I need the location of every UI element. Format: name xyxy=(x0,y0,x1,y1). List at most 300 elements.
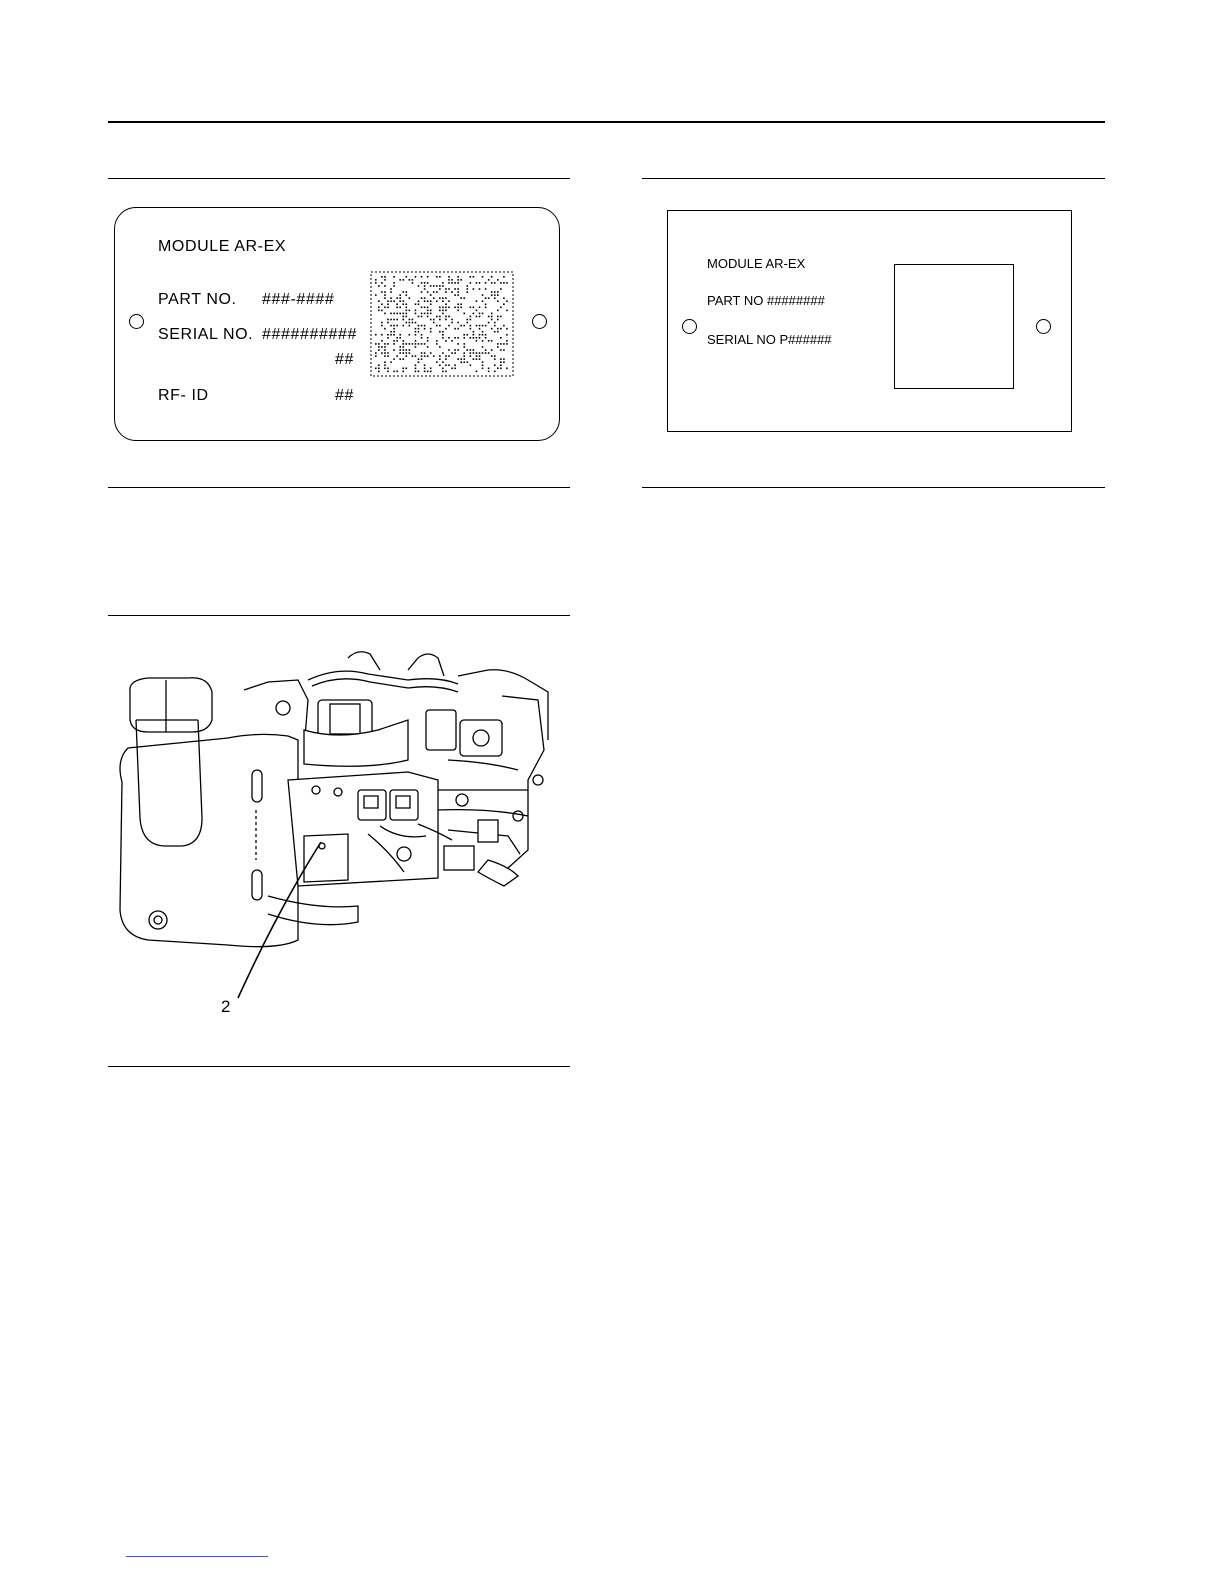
data-matrix-dot xyxy=(427,300,429,302)
data-matrix-dot xyxy=(384,285,386,287)
data-matrix-dot xyxy=(482,361,484,363)
data-matrix-dot xyxy=(476,340,478,342)
data-matrix-dot xyxy=(406,310,408,312)
data-matrix-dot xyxy=(384,352,386,354)
data-matrix-dot xyxy=(430,371,432,373)
data-matrix-dot xyxy=(494,291,496,293)
data-matrix-dot xyxy=(421,313,423,315)
data-matrix-dot xyxy=(476,355,478,357)
data-matrix-dot xyxy=(402,343,404,345)
data-matrix-dot xyxy=(387,303,389,305)
data-matrix-dot xyxy=(470,325,472,327)
data-matrix-dot xyxy=(415,303,417,305)
data-matrix-dot xyxy=(430,303,432,305)
data-matrix-dot xyxy=(427,276,429,278)
data-matrix-dot xyxy=(424,307,426,309)
data-matrix-dot xyxy=(421,343,423,345)
data-matrix-dot xyxy=(418,316,420,318)
data-matrix-dot xyxy=(384,328,386,330)
data-matrix-dot xyxy=(463,297,465,299)
data-matrix-dot xyxy=(378,307,380,309)
data-matrix-dot xyxy=(470,355,472,357)
data-matrix-dot xyxy=(476,337,478,339)
figure-2-top-rule xyxy=(642,178,1105,179)
data-matrix-dot xyxy=(445,316,447,318)
data-matrix-dot xyxy=(424,325,426,327)
data-matrix-dot xyxy=(442,313,444,315)
data-matrix-dot xyxy=(433,319,435,321)
data-matrix-dot xyxy=(409,279,411,281)
data-matrix-dot xyxy=(409,322,411,324)
footer-link-underline[interactable] xyxy=(126,1556,268,1557)
data-matrix-dot xyxy=(415,371,417,373)
data-matrix-dot xyxy=(442,371,444,373)
data-matrix-dot xyxy=(433,285,435,287)
data-matrix-dot xyxy=(448,307,450,309)
data-matrix-dot xyxy=(409,334,411,336)
data-matrix-dot xyxy=(387,352,389,354)
data-matrix-dot xyxy=(381,334,383,336)
data-matrix-dot xyxy=(402,325,404,327)
data-matrix-dot xyxy=(467,285,469,287)
data-matrix-dot xyxy=(384,346,386,348)
mounting-hole-right xyxy=(532,314,547,329)
data-matrix-dot xyxy=(399,300,401,302)
data-matrix-dot xyxy=(470,328,472,330)
data-matrix-dot xyxy=(488,279,490,281)
data-matrix-dot xyxy=(494,294,496,296)
data-matrix-dot xyxy=(439,346,441,348)
data-matrix-dot xyxy=(494,358,496,360)
data-matrix-dot xyxy=(384,307,386,309)
part-number-value: ###-#### xyxy=(262,291,335,308)
data-matrix-dot xyxy=(384,294,386,296)
data-matrix-dot xyxy=(503,361,505,363)
data-matrix-dot xyxy=(497,279,499,281)
data-matrix-dot xyxy=(421,337,423,339)
data-matrix-dot xyxy=(448,364,450,366)
data-matrix-dot xyxy=(482,325,484,327)
data-matrix-dot xyxy=(415,343,417,345)
data-matrix-dot xyxy=(433,355,435,357)
data-matrix-dot xyxy=(460,303,462,305)
data-matrix-dot xyxy=(494,322,496,324)
data-matrix-dot xyxy=(393,300,395,302)
data-matrix-dot xyxy=(402,346,404,348)
data-matrix-dot xyxy=(445,340,447,342)
data-matrix-dot xyxy=(427,371,429,373)
data-matrix-dot xyxy=(491,282,493,284)
data-matrix-dot xyxy=(439,285,441,287)
data-matrix-dot xyxy=(390,331,392,333)
data-matrix-dot xyxy=(470,276,472,278)
data-matrix-dot xyxy=(381,282,383,284)
data-matrix-dot xyxy=(412,319,414,321)
data-matrix-dot xyxy=(454,288,456,290)
data-matrix-dot xyxy=(375,279,377,281)
data-matrix-dot xyxy=(396,303,398,305)
data-matrix-dot xyxy=(497,368,499,370)
data-matrix-dot xyxy=(439,355,441,357)
data-matrix-dot xyxy=(406,307,408,309)
data-matrix-dot xyxy=(494,371,496,373)
data-matrix-dot xyxy=(402,340,404,342)
data-matrix-dot xyxy=(406,343,408,345)
data-matrix-dot xyxy=(415,340,417,342)
data-matrix-dot xyxy=(402,313,404,315)
data-matrix-dot xyxy=(500,337,502,339)
data-matrix-dot xyxy=(485,334,487,336)
data-matrix-dot xyxy=(396,340,398,342)
data-matrix-dot xyxy=(393,331,395,333)
data-matrix-dot xyxy=(399,346,401,348)
data-matrix-dot xyxy=(442,337,444,339)
data-matrix-dot xyxy=(396,371,398,373)
data-matrix-dot xyxy=(387,337,389,339)
data-matrix-dot xyxy=(415,355,417,357)
data-matrix-dot xyxy=(463,352,465,354)
data-matrix-dot xyxy=(448,288,450,290)
data-matrix-dot xyxy=(451,319,453,321)
data-matrix-dot xyxy=(378,349,380,351)
data-matrix-dot xyxy=(436,276,438,278)
data-matrix-dot xyxy=(384,355,386,357)
data-matrix-dot xyxy=(393,328,395,330)
data-matrix-dot xyxy=(427,282,429,284)
data-matrix-dot xyxy=(470,282,472,284)
data-matrix-dot xyxy=(387,355,389,357)
data-matrix-dot xyxy=(485,352,487,354)
data-matrix-dot xyxy=(457,358,459,360)
data-matrix-dot xyxy=(485,337,487,339)
data-matrix-dot xyxy=(421,282,423,284)
data-matrix-dot xyxy=(439,325,441,327)
data-matrix-dot xyxy=(460,361,462,363)
data-matrix-dot xyxy=(448,325,450,327)
figure-1-bottom-rule xyxy=(108,487,570,488)
data-matrix-dot xyxy=(418,325,420,327)
data-matrix-dot xyxy=(482,340,484,342)
data-matrix-dot xyxy=(439,364,441,366)
data-matrix-dot xyxy=(491,316,493,318)
data-matrix-dot xyxy=(500,364,502,366)
data-matrix-dot xyxy=(424,300,426,302)
data-matrix-dot xyxy=(479,355,481,357)
data-matrix-dot xyxy=(415,346,417,348)
data-matrix-dot xyxy=(402,319,404,321)
data-matrix-dot xyxy=(430,331,432,333)
data-matrix-dot xyxy=(418,303,420,305)
data-matrix-dot xyxy=(393,276,395,278)
data-matrix-dot xyxy=(430,328,432,330)
data-matrix-dot xyxy=(470,349,472,351)
data-matrix-dot xyxy=(387,307,389,309)
data-matrix-dot xyxy=(424,313,426,315)
data-matrix-dot xyxy=(497,310,499,312)
data-matrix-dot xyxy=(418,285,420,287)
data-matrix-dot xyxy=(399,337,401,339)
data-matrix-dot xyxy=(390,361,392,363)
data-matrix-dot xyxy=(445,307,447,309)
data-matrix-dot xyxy=(384,291,386,293)
data-matrix-dot xyxy=(448,349,450,351)
data-matrix-dot xyxy=(384,361,386,363)
figure-1-top-rule xyxy=(108,178,570,179)
data-matrix-dot xyxy=(445,358,447,360)
data-matrix-dot xyxy=(506,328,508,330)
data-matrix-dot xyxy=(424,371,426,373)
data-matrix-dot xyxy=(476,325,478,327)
data-matrix-dot xyxy=(418,343,420,345)
data-matrix-dot xyxy=(485,297,487,299)
data-matrix-dot xyxy=(445,310,447,312)
part-number-label: PART NO. xyxy=(158,291,237,308)
data-matrix-dot xyxy=(424,355,426,357)
data-matrix-dot xyxy=(503,276,505,278)
plate-title: MODULE AR-EX xyxy=(707,256,806,271)
data-matrix-dot xyxy=(436,361,438,363)
data-matrix-dot xyxy=(451,368,453,370)
mounting-hole-left xyxy=(682,319,697,334)
data-matrix-dot xyxy=(402,358,404,360)
serial-number-suffix: ## xyxy=(335,351,354,368)
data-matrix-dot xyxy=(421,352,423,354)
data-matrix-dot xyxy=(491,328,493,330)
mounting-hole-left xyxy=(129,314,144,329)
data-matrix-dot xyxy=(424,285,426,287)
data-matrix-dot xyxy=(445,364,447,366)
data-matrix-dot xyxy=(500,349,502,351)
data-matrix-dot xyxy=(503,282,505,284)
data-matrix-dot xyxy=(451,282,453,284)
data-matrix-dot xyxy=(476,352,478,354)
callout-number: 2 xyxy=(221,997,231,1016)
data-matrix-dot xyxy=(436,291,438,293)
data-matrix-dot xyxy=(457,343,459,345)
data-matrix-dot xyxy=(424,288,426,290)
data-matrix-dot xyxy=(442,300,444,302)
data-matrix-dot xyxy=(448,282,450,284)
data-matrix-dot xyxy=(412,343,414,345)
data-matrix-dot xyxy=(430,285,432,287)
data-matrix-dot xyxy=(399,297,401,299)
data-matrix-dot xyxy=(442,297,444,299)
data-matrix-dot xyxy=(506,282,508,284)
data-matrix-dot xyxy=(418,358,420,360)
data-matrix-dot xyxy=(412,355,414,357)
data-matrix-dot xyxy=(384,276,386,278)
data-matrix-dot xyxy=(470,352,472,354)
data-matrix-dot xyxy=(406,303,408,305)
data-matrix-dot xyxy=(494,364,496,366)
data-matrix-dot xyxy=(463,325,465,327)
data-matrix-dot xyxy=(473,288,475,290)
data-matrix-dot xyxy=(457,349,459,351)
data-matrix-dot xyxy=(415,328,417,330)
data-matrix-dot xyxy=(378,285,380,287)
data-matrix-dot xyxy=(445,328,447,330)
data-matrix-dot xyxy=(448,316,450,318)
data-matrix-dot xyxy=(494,331,496,333)
data-matrix-dot xyxy=(387,300,389,302)
data-matrix-dot xyxy=(384,279,386,281)
data-matrix-dot xyxy=(506,340,508,342)
data-matrix-dot xyxy=(421,307,423,309)
data-matrix-dot xyxy=(473,313,475,315)
data-matrix-dot xyxy=(375,282,377,284)
data-matrix-dot xyxy=(473,276,475,278)
data-matrix-code xyxy=(370,271,514,377)
data-matrix-dot xyxy=(482,300,484,302)
data-matrix-dot xyxy=(497,331,499,333)
data-matrix-dot xyxy=(381,340,383,342)
data-matrix-dot xyxy=(457,328,459,330)
data-matrix-dot xyxy=(415,334,417,336)
data-matrix-dot xyxy=(421,276,423,278)
data-matrix-dot xyxy=(506,343,508,345)
data-matrix-dot xyxy=(442,334,444,336)
data-matrix-dot xyxy=(497,328,499,330)
data-matrix-dot xyxy=(387,319,389,321)
data-matrix-dot xyxy=(421,358,423,360)
data-matrix-dot xyxy=(485,349,487,351)
data-matrix-dot xyxy=(488,316,490,318)
data-matrix-dot xyxy=(390,291,392,293)
data-matrix-dot xyxy=(497,319,499,321)
data-matrix-dot xyxy=(393,313,395,315)
data-matrix-dot xyxy=(467,319,469,321)
data-matrix-dot xyxy=(485,303,487,305)
data-matrix-dot xyxy=(442,352,444,354)
data-matrix-dot xyxy=(479,328,481,330)
data-matrix-dot xyxy=(393,282,395,284)
data-matrix-dot xyxy=(457,279,459,281)
data-matrix-dot xyxy=(415,310,417,312)
data-matrix-dot xyxy=(375,355,377,357)
data-matrix-dot xyxy=(430,313,432,315)
data-matrix-dot xyxy=(430,310,432,312)
data-matrix-dot xyxy=(454,368,456,370)
data-matrix-dot xyxy=(439,319,441,321)
data-matrix-dot xyxy=(457,282,459,284)
data-matrix-dot xyxy=(500,361,502,363)
data-matrix-dot xyxy=(491,340,493,342)
data-matrix-dot xyxy=(418,331,420,333)
data-matrix-dot xyxy=(439,316,441,318)
data-matrix-dot xyxy=(415,331,417,333)
data-matrix-dot xyxy=(406,322,408,324)
data-matrix-dot xyxy=(463,361,465,363)
data-matrix-dot xyxy=(479,282,481,284)
data-matrix-dot xyxy=(439,358,441,360)
data-matrix-dot xyxy=(460,279,462,281)
data-matrix-dot xyxy=(406,294,408,296)
data-matrix-dot xyxy=(436,285,438,287)
data-matrix-dot xyxy=(448,279,450,281)
data-matrix-dot xyxy=(421,291,423,293)
data-matrix-dot xyxy=(396,355,398,357)
label-plate-rounded xyxy=(114,207,560,441)
data-matrix-dot xyxy=(399,349,401,351)
data-matrix-dot xyxy=(384,349,386,351)
data-matrix-dot xyxy=(381,346,383,348)
data-matrix-dot xyxy=(467,322,469,324)
data-matrix-dot xyxy=(387,368,389,370)
data-matrix-dot xyxy=(467,334,469,336)
data-matrix-dot xyxy=(473,337,475,339)
data-matrix-dot xyxy=(387,343,389,345)
data-matrix-dot xyxy=(381,291,383,293)
data-matrix-dot xyxy=(375,334,377,336)
data-matrix-dot xyxy=(457,337,459,339)
data-matrix-dot xyxy=(467,349,469,351)
data-matrix-dot xyxy=(470,307,472,309)
data-matrix-dot xyxy=(409,297,411,299)
data-matrix-dot xyxy=(393,325,395,327)
data-matrix-dot xyxy=(375,368,377,370)
data-matrix-dot xyxy=(415,368,417,370)
data-matrix-dot xyxy=(381,276,383,278)
data-matrix-dot xyxy=(467,361,469,363)
data-matrix-dot xyxy=(445,288,447,290)
data-matrix-dot xyxy=(402,291,404,293)
data-matrix-dot xyxy=(454,364,456,366)
data-matrix-dot xyxy=(451,352,453,354)
data-matrix-dot xyxy=(424,343,426,345)
data-matrix-dot xyxy=(378,300,380,302)
data-matrix-dot xyxy=(436,316,438,318)
data-matrix-dot xyxy=(482,294,484,296)
data-matrix-dot xyxy=(409,319,411,321)
data-matrix-dot xyxy=(476,316,478,318)
data-matrix-dot xyxy=(390,313,392,315)
data-matrix-dot xyxy=(415,364,417,366)
data-matrix-dot xyxy=(488,371,490,373)
data-matrix-dot xyxy=(406,368,408,370)
data-matrix-dot xyxy=(463,358,465,360)
data-matrix-dot xyxy=(476,358,478,360)
data-matrix-dot xyxy=(482,368,484,370)
data-matrix-dot xyxy=(454,307,456,309)
data-matrix-dot xyxy=(387,334,389,336)
data-matrix-dot xyxy=(479,307,481,309)
data-matrix-dot xyxy=(406,313,408,315)
data-matrix-dot xyxy=(442,368,444,370)
data-matrix-dot xyxy=(476,371,478,373)
data-matrix-dot xyxy=(442,282,444,284)
data-matrix-dot xyxy=(454,352,456,354)
data-matrix-dot xyxy=(482,334,484,336)
data-matrix-dot xyxy=(476,310,478,312)
data-matrix-dot xyxy=(409,310,411,312)
data-matrix-dot xyxy=(402,352,404,354)
data-matrix-dot xyxy=(454,337,456,339)
data-matrix-dot xyxy=(430,300,432,302)
data-matrix-dot xyxy=(427,291,429,293)
data-matrix-dot xyxy=(470,337,472,339)
data-matrix-dot xyxy=(424,352,426,354)
data-matrix-dot xyxy=(488,322,490,324)
data-matrix-dot xyxy=(378,343,380,345)
data-matrix-dot xyxy=(384,313,386,315)
data-matrix-dot xyxy=(390,297,392,299)
data-matrix-dot xyxy=(439,307,441,309)
data-matrix-dot xyxy=(460,297,462,299)
data-matrix-dot xyxy=(421,316,423,318)
data-matrix-dot xyxy=(463,346,465,348)
data-matrix-dot xyxy=(421,297,423,299)
data-matrix-dot xyxy=(500,368,502,370)
